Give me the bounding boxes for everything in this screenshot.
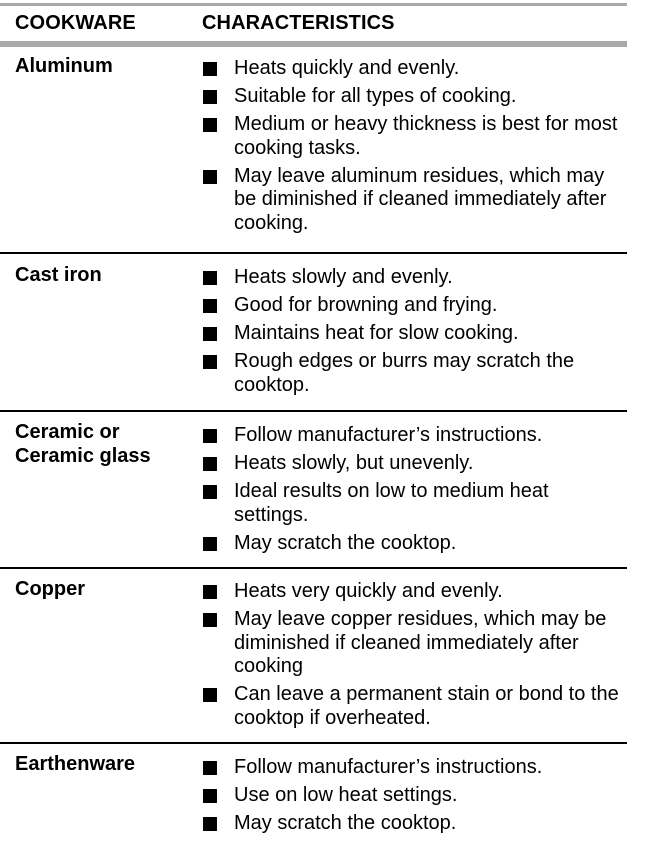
list-item: Maintains heat for slow cooking.	[189, 322, 627, 346]
square-bullet-icon	[203, 457, 217, 471]
list-item: Medium or heavy thickness is best for most cooking tasks.	[189, 113, 627, 160]
square-bullet-icon	[203, 789, 217, 803]
square-bullet-icon	[203, 761, 217, 775]
list-item: May leave aluminum residues, which may be diminished if cleaned immediately after cooking.	[189, 165, 627, 236]
square-bullet-icon	[203, 613, 217, 627]
square-bullet-icon	[203, 62, 217, 76]
list-item: Heats slowly, but unevenly.	[189, 452, 627, 476]
list-item: May scratch the cooktop.	[189, 532, 627, 556]
characteristics-list	[189, 47, 627, 252]
square-bullet-icon	[203, 429, 217, 443]
list-item: Follow manufacturer’s instructions.	[189, 424, 627, 448]
square-bullet-icon	[203, 90, 217, 104]
square-bullet-icon	[203, 817, 217, 831]
header-cookware: COOKWARE	[15, 12, 136, 34]
list-item: Follow manufacturer’s instructions.	[189, 756, 627, 780]
square-bullet-icon	[203, 355, 217, 369]
list-item: Suitable for all types of cooking.	[189, 85, 627, 109]
square-bullet-icon	[203, 299, 217, 313]
list-item: May leave copper residues, which may be diminished if cleaned immediately after cooking	[189, 608, 627, 679]
square-bullet-icon	[203, 271, 217, 285]
cookware-name: Copper	[15, 578, 85, 600]
square-bullet-icon	[203, 118, 217, 132]
list-item: Heats quickly and evenly.	[189, 57, 627, 81]
list-item: Ideal results on low to medium heat settings.	[189, 480, 627, 527]
square-bullet-icon	[203, 688, 217, 702]
cookware-name: Cast iron	[15, 264, 102, 286]
table-header	[0, 6, 627, 41]
square-bullet-icon	[203, 327, 217, 341]
table-row	[0, 569, 627, 744]
characteristics-list	[189, 744, 627, 844]
table-row	[0, 744, 627, 844]
cookware-name	[0, 412, 189, 567]
list-item: Rough edges or burrs may scratch the cooktop.	[189, 350, 627, 397]
list-item: May scratch the cooktop.	[189, 812, 627, 836]
table-row	[0, 47, 627, 254]
list-item: Can leave a permanent stain or bond to the cooktop if overheated.	[189, 683, 627, 730]
list-item: Good for browning and frying.	[189, 294, 627, 318]
square-bullet-icon	[203, 585, 217, 599]
square-bullet-icon	[203, 170, 217, 184]
list-item: Use on low heat settings.	[189, 784, 627, 808]
table-row	[0, 254, 627, 412]
list-item: Heats very quickly and evenly.	[189, 580, 627, 604]
characteristics-list	[189, 254, 627, 410]
list-item: Heats slowly and evenly.	[189, 266, 627, 290]
cookware-name-line: Ceramic glass	[15, 445, 151, 467]
characteristics-list	[189, 569, 627, 742]
cookware-name-line: Ceramic or	[15, 421, 120, 443]
cookware-name: Earthenware	[15, 753, 136, 775]
header-characteristics: CHARACTERISTICS	[202, 12, 395, 34]
table-row	[0, 412, 627, 569]
square-bullet-icon	[203, 537, 217, 551]
cookware-name: Aluminum	[15, 55, 113, 77]
square-bullet-icon	[203, 485, 217, 499]
characteristics-list	[189, 412, 627, 567]
